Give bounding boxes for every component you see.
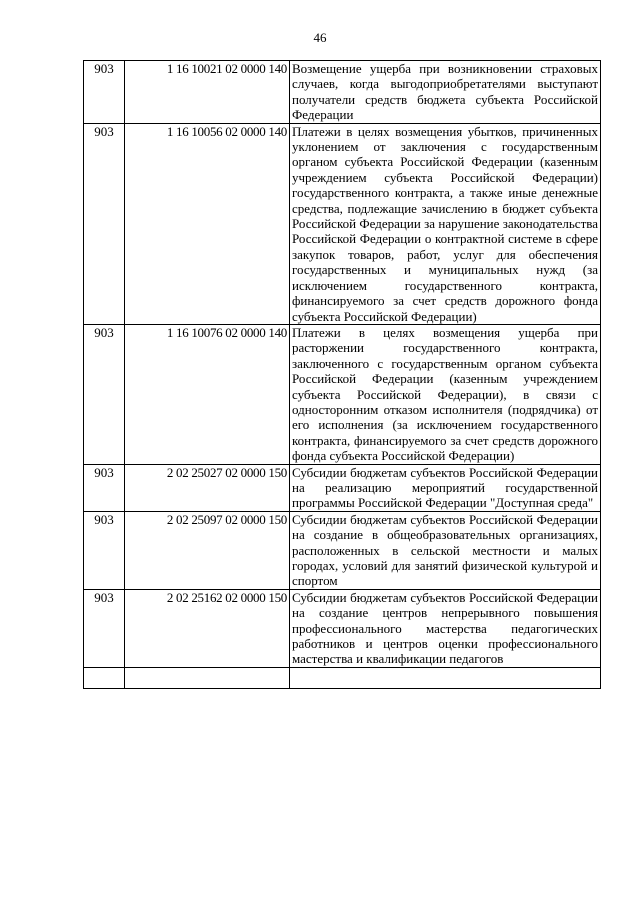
- admin-code-cell: 903: [84, 589, 125, 667]
- table-row: [84, 464, 601, 511]
- revenue-code-cell: 2 02 25097 02 0000 150: [125, 511, 290, 589]
- description-cell: Субсидии бюджетам субъектов Российской Федерации на реализацию мероприятий государственной программы Российской Федерации "Доступная среда": [290, 464, 601, 511]
- empty-cell: [84, 667, 125, 688]
- description-cell: Субсидии бюджетам субъектов Российской Федерации на создание центров непрерывного повышения профессионального мастерства педагогических работников и центров оценки профессионального мастерства и квалификации педагогов: [290, 589, 601, 667]
- table-row: [84, 324, 601, 464]
- admin-code-cell: 903: [84, 464, 125, 511]
- description-cell: Субсидии бюджетам субъектов Российской Федерации на создание в общеобразовательных организациях, расположенных в сельской местности и малых городах, условий для занятий физической культурой и спортом: [290, 511, 601, 589]
- description-cell: Возмещение ущерба при возникновении страховых случаев, когда выгодоприобретателями выступают получатели средств бюджета субъекта Российской Федерации: [290, 61, 601, 124]
- table-row-empty: [84, 667, 601, 688]
- revenue-code-cell: 1 16 10056 02 0000 140: [125, 123, 290, 324]
- admin-code-cell: 903: [84, 61, 125, 124]
- empty-cell: [290, 667, 601, 688]
- page-number: 46: [313, 30, 327, 45]
- admin-code-cell: 903: [84, 123, 125, 324]
- empty-cell: [125, 667, 290, 688]
- revenue-code-cell: 2 02 25162 02 0000 150: [125, 589, 290, 667]
- table-row: [84, 123, 601, 324]
- revenue-code-cell: 1 16 10021 02 0000 140: [125, 61, 290, 124]
- admin-code-cell: 903: [84, 324, 125, 464]
- admin-code-cell: 903: [84, 511, 125, 589]
- table-row: [84, 589, 601, 667]
- table-row: [84, 61, 601, 124]
- description-cell: Платежи в целях возмещения ущерба при расторжении государственного контракта, заключенного с государственным органом субъекта Российской Федерации (казенным учреждением субъекта Российской Федерации), в связи с односторонним отказом исполнителя (подрядчика) от его исполнения (за исключением государственного контракта, финансируемого за счет средств дорожного фонда субъекта Российской Федерации): [290, 324, 601, 464]
- table-row: [84, 511, 601, 589]
- description-cell: Платежи в целях возмещения убытков, причиненных уклонением от заключения с государственным органом субъекта Российской Федерации (казенным учреждением субъекта Российской Федерации) государственного контракта, а также иные денежные средства, подлежащие зачислению в бюджет субъекта Российской Федерации за нарушение законодательства Российской Федерации о контрактной системе в сфере закупок товаров, работ, услуг для обеспечения государственных и муниципальных нужд (за исключением государственного контракта, финансируемого за счет средств дорожного фонда субъекта Российской Федерации): [290, 123, 601, 324]
- revenue-code-cell: 1 16 10076 02 0000 140: [125, 324, 290, 464]
- revenue-codes-table: [83, 60, 601, 689]
- revenue-code-cell: 2 02 25027 02 0000 150: [125, 464, 290, 511]
